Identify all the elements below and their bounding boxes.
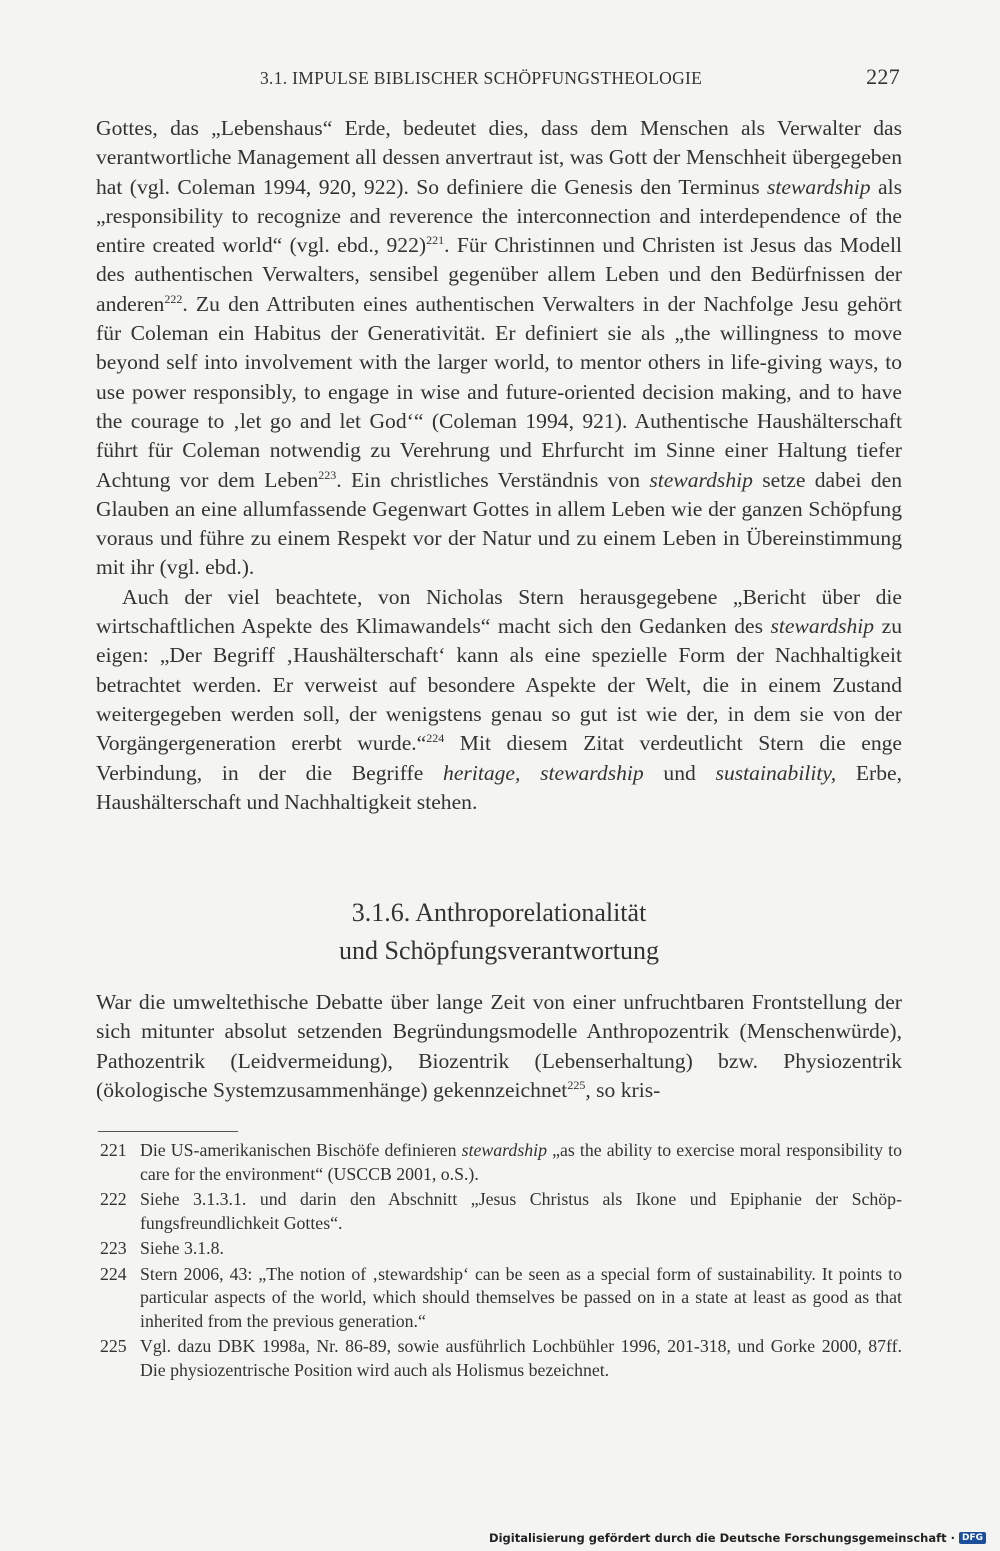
footnote-ref-221[interactable]: 221 bbox=[426, 233, 445, 247]
running-header bbox=[96, 64, 902, 94]
credit-text: Digitalisierung gefördert durch die Deutsche Forschungsgemeinschaft · bbox=[489, 1531, 955, 1545]
footnote-ref-223[interactable]: 223 bbox=[318, 467, 337, 482]
footnote-225: 225 Vgl. dazu DBK 1998a, Nr. 86-89, sowie ausführlich Lochbühler 1996, 201-318, und Gorke 2000, 87ff. Die physiozentrische Position wird auch als Holismus bezeichnet. bbox=[100, 1336, 902, 1380]
page-number: 227 bbox=[866, 64, 900, 89]
paragraph-2: Auch der viel beachtete, von Nicholas Stern herausgegebene „Bericht über die wirtschaftlichen Aspekte des Klimawandels“ macht sich den Gedanken des stewardship zu eigen: „Der Begriff ‚Haushälterschaft‘ kann als eine spezielle Form der Nachhaltigkeit betrachtet werden. Er verweist auf besondere Aspekte der Welt, die in einem Zustand weitergegeben werden soll, der wenigstens genau so gut ist wie der, in dem sie von der Vorgängergeneration ererbt wurde.“$^{224}$ Mit diesem Zitat verdeutlicht Stern die enge Verbindung, in der die Begriffe heritage, stewardship und sustainability, Erbe, Haushälterschaft und Nachhaltigkeit stehen. bbox=[96, 584, 903, 814]
footnote-221: 221 Die US-amerikanischen Bischöfe definieren stewardship „as the ability to exercise moral responsibility to care for the environment“ (USCCB 2001, o.S.). bbox=[100, 1140, 902, 1184]
main-text bbox=[96, 114, 902, 817]
section-heading bbox=[96, 894, 902, 970]
digitization-credit bbox=[489, 1531, 986, 1545]
paragraph-1: Gottes, das „Lebenshaus“ Erde, bedeutet dies, dass dem Menschen als Verwalter das verantwortliche Management all dessen anvertraut ist, was Gott der Menschheit übergegeben hat (vgl. Coleman 1994, 920, 922). So definiere die Genesis den Terminus stewardship als „responsibility to recognize and reverence the interconnection and interdependence of the entire created world“ (vgl. ebd., 922)$^{221}$. Für Christinnen und Christen ist Jesus das Modell des authentischen Verwalters, sensibel gegenüber allem Leben und den Bedürfnissen der anderen$^{222}$. Zu den Attributen eines authentischen Verwalters in der Nachfolge Jesu gehört für Coleman ein Habitus der Generativität. Er definiert sie als „the willingness to move beyond self into involvement with the larger world, to mentor others in life-giving ways, to use power responsibly, to engage in wise and future-oriented decision making, and to have the courage to ‚let go and let God‘“ (Coleman 1994, 921). Authentische Haushälterschaft führt für Coleman notwendig zu Verehrung und Ehrfurcht im Sinne einer Haltung tiefer Achtung vor dem Leben$^{223}$. Ein christliches Verständnis von stewardship setze dabei den Glauben an eine allumfassende Gegenwart Gottes in allem Leben wie der ganzen Schöpfung voraus und führe zu einem Respekt vor der Natur und zu einem Leben in Übereinstimmung mit ihr (vgl. ebd.). bbox=[96, 116, 902, 580]
footnote-ref-222[interactable]: 222 bbox=[164, 291, 183, 306]
footnote-ref-224[interactable]: 224 bbox=[426, 731, 445, 746]
section-heading-line-2: und Schöpfungsverantwortung bbox=[339, 936, 659, 965]
footnote-222: 222 Siehe 3.1.3.1. und darin den Abschnitt „Jesus Christus als Ikone und Epiphanie der Schöpfungsfreundlichkeit Gottes“. bbox=[100, 1189, 902, 1233]
footnote-ref-225[interactable]: 225 bbox=[567, 1077, 586, 1092]
footnote-223: 223 Siehe 3.1.8. bbox=[100, 1238, 224, 1258]
footnote-224: 224 Stern 2006, 43: „The notion of ‚stewardship‘ can be seen as a special form of sustainability. It points to particular aspects of the world, which should themselves be passed on in a state at least as good as that inherited from the previous generation.“ bbox=[100, 1263, 902, 1331]
dfg-logo-icon: DFG bbox=[959, 1532, 986, 1544]
footnote-separator bbox=[98, 1131, 238, 1132]
footnotes bbox=[96, 1139, 902, 1384]
section-heading-line-1: 3.1.6. Anthroporelationalität bbox=[351, 898, 647, 927]
running-title: 3.1. IMPULSE BIBLISCHER SCHÖPFUNGSTHEOLOGIE bbox=[260, 68, 703, 88]
paragraph-3: War die umweltethische Debatte über lange Zeit von einer unfruchtbaren Frontstellung der sich mitunter absolut setzenden Begründungsmodelle Anthropozentrik (Menschenwürde), Pathozentrik (Leidvermeidung), Biozentrik (Lebenserhaltung) bzw. Physiozentrik (ökologische Systemzusammenhänge) gekennzeichnet$^{225}$, so kris- bbox=[96, 990, 902, 1102]
section-text bbox=[96, 988, 902, 1105]
